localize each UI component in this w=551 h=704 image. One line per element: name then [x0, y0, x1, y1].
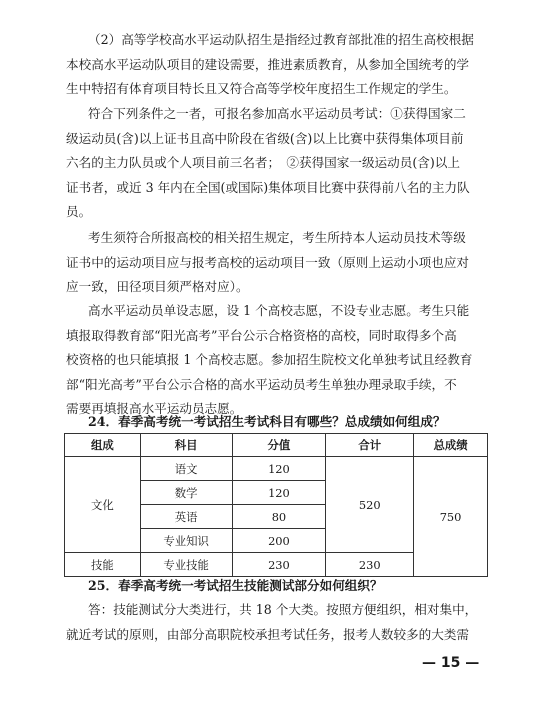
- subject-cell: 专业技能: [140, 553, 232, 577]
- paragraph-line: 需要再填报高水平运动员志愿。: [66, 401, 243, 416]
- paragraph-line: 生中特招有体育项目特长且又符合高等学校年度招生工作规定的学生。: [66, 81, 457, 96]
- question-25-heading: 25．春季高考统一考试招生技能测试部分如何组织？: [88, 578, 383, 593]
- paragraph-4: [66, 299, 486, 422]
- paragraph-line: 高水平运动员单设志愿，设 1 个高校志愿，不设专业志愿。考生只能: [88, 303, 470, 318]
- paragraph-line: 填报取得教育部“阳光高考”平台公示合格资格的高校，同时取得多个高: [66, 327, 457, 343]
- table-header-cell: 分值: [232, 434, 326, 457]
- paragraph-line: 应一致，田径项目须严格对应）。: [66, 279, 249, 294]
- page-number: — 15 —: [422, 655, 480, 671]
- table-header-cell: 组成: [65, 434, 141, 457]
- score-cell: 120: [232, 457, 326, 481]
- score-cell: 200: [232, 529, 326, 553]
- paragraph-line: 证书中的运动项目应与报考高校的运动项目一致（原则上运动小项也应对: [66, 254, 469, 270]
- skill-total-cell: 230: [326, 553, 414, 577]
- score-table: [64, 433, 488, 577]
- paragraph-line: 考生须符合所报高校的相关招生规定，考生所持本人运动员技术等级: [88, 230, 466, 245]
- paragraph-line: 答：技能测试分大类进行，共 18 个大类。按照方便组织，相对集中，: [88, 602, 478, 617]
- question-24-heading: 24．春季高考统一考试招生考试科目有哪些？总成绩如何组成？: [88, 414, 446, 429]
- group-skill-cell: 技能: [65, 553, 141, 577]
- paragraph-line: 符合下列条件之一者，可报名参加高水平运动员考试：①获得国家二: [88, 106, 466, 121]
- score-cell: 80: [232, 505, 326, 529]
- paragraph-line: （2）高等学校高水平运动队招生是指经过教育部批准的招生高校根据: [88, 32, 474, 47]
- table-header-cell: 合计: [326, 434, 414, 457]
- paragraph-line: 级运动员(含)以上证书且高中阶段在省级(含)以上比赛中获得集体项目前: [66, 130, 464, 146]
- paragraph-line: 部“阳光高考”平台公示合格的高水平运动员考生单独办理录取手续，不: [66, 376, 457, 392]
- subject-cell: 专业知识: [140, 529, 232, 553]
- paragraph-line: 员。: [66, 204, 92, 219]
- answer-25-paragraph: [66, 598, 486, 647]
- paragraph-line: 本校高水平运动队项目的建设需要，推进素质教育，从参加全国统考的学: [66, 56, 469, 72]
- table-row: [65, 457, 488, 481]
- paragraph-1: [66, 28, 486, 102]
- table-header-row: [65, 434, 488, 457]
- paragraph-line: 校资格的也只能填报 1 个高校志愿。参加招生院校文化单独考试且经教育: [66, 352, 473, 367]
- subject-cell: 英语: [140, 505, 232, 529]
- culture-total-cell: 520: [326, 457, 414, 553]
- paragraph-line: 六名的主力队员或个人项目前三名者； ②获得国家一级运动员(含)以上: [66, 155, 460, 170]
- paragraph-line: 就近考试的原则，由部分高职院校承担考试任务，报考人数较多的大类需: [66, 626, 469, 642]
- subject-cell: 语文: [140, 457, 232, 481]
- group-culture-cell: 文化: [65, 457, 141, 553]
- paragraph-line: 证书者，或近 3 年内在全国(或国际)集体项目比赛中获得前八名的主力队: [66, 179, 470, 195]
- score-cell: 120: [232, 481, 326, 505]
- paragraph-2: [66, 102, 486, 225]
- table-header-cell: 总成绩: [414, 434, 488, 457]
- grand-total-cell: 750: [414, 457, 488, 577]
- subject-cell: 数学: [140, 481, 232, 505]
- table-header-cell: 科目: [140, 434, 232, 457]
- paragraph-3: [66, 226, 486, 300]
- score-cell: 230: [232, 553, 326, 577]
